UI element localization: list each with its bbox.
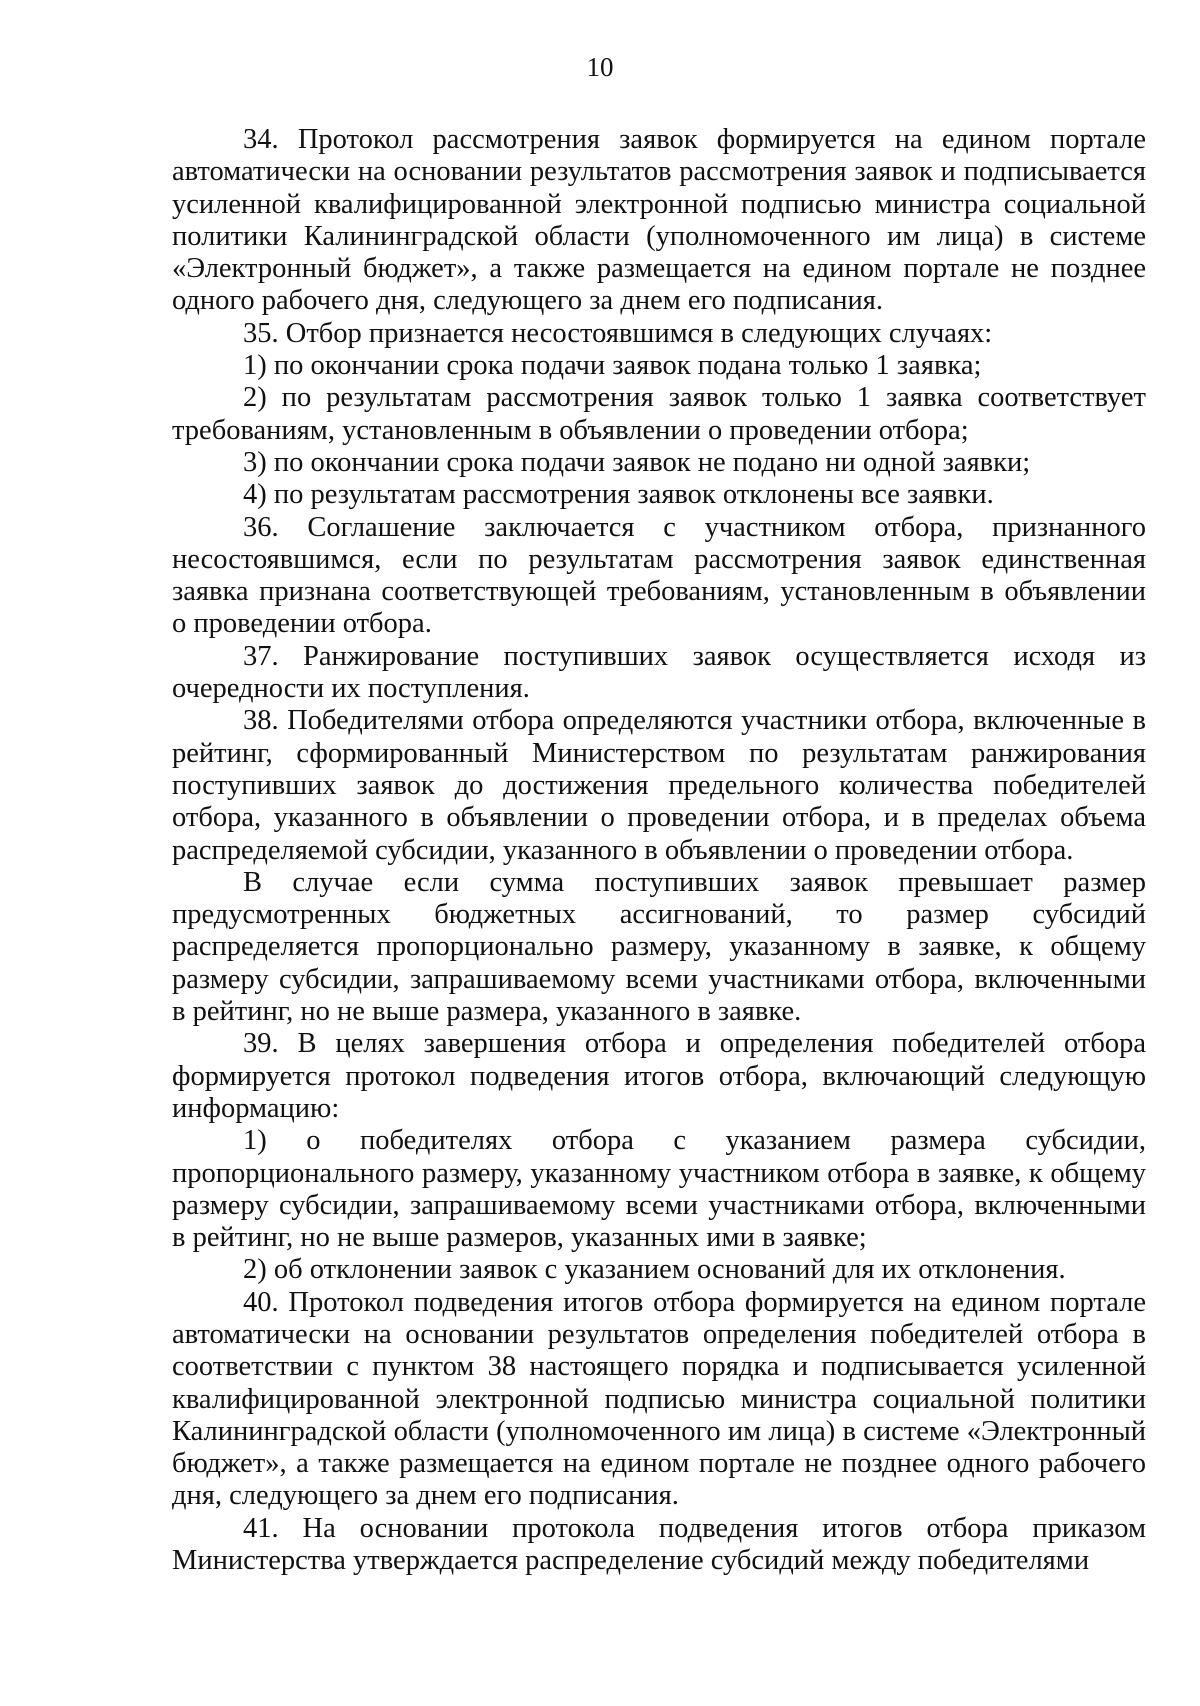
document-body — [172, 124, 1146, 1577]
paragraph-41: 41. На основании протокола подведения итогов отбора приказом Министерства утверждается распределение субсидий между победителями — [172, 1512, 1146, 1577]
paragraph-36: 36. Соглашение заключается с участником отбора, признанного несостоявшимся, если по результатам рассмотрения заявок единственная заявка признана соответствующей требованиям, установленным в объявлении о проведении отбора. — [172, 511, 1146, 640]
list-item-39-2: 2) об отклонении заявок с указанием оснований для их отклонения. — [243, 1254, 1066, 1286]
paragraph-38-continued: В случае если сумма поступивших заявок превышает размер предусмотренных бюджетных ассигнований, то размер субсидий распределяется пропорционально размеру, указанному в заявке, к общему размеру субсидии, запрашиваемому всеми участниками отбора, включенными в рейтинг, но не выше размера, указанного в заявке. — [172, 866, 1146, 1028]
list-item-39-1: 1) о победителях отбора с указанием размера субсидии, пропорционального размеру, указанному участником отбора в заявке, к общему размеру субсидии, запрашиваемому всеми участниками отбора, включенными в рейтинг, но не выше размеров, указанных ими в заявке; — [172, 1125, 1146, 1254]
list-item-35-1: 1) по окончании срока подачи заявок подана только 1 заявка; — [243, 350, 982, 382]
paragraph-34: 34. Протокол рассмотрения заявок формируется на едином портале автоматически на основании результатов рассмотрения заявок и подписывается усиленной квалифицированной электронной подписью министра социальной политики Калининградской области (уполномоченного им лица) в системе «Электронный бюджет», а также размещается на едином портале не позднее одного рабочего дня, следующего за днем его подписания. — [172, 124, 1146, 317]
list-item-35-3: 3) по окончании срока подачи заявок не подано ни одной заявки; — [243, 446, 1031, 478]
paragraph-38: 38. Победителями отбора определяются участники отбора, включенные в рейтинг, сформированный Министерством по результатам ранжирования поступивших заявок до достижения предельного количества победителей отбора, указанного в объявлении о проведении отбора, и в пределах объема распределяемой субсидии, указанного в объявлении о проведении отбора. — [172, 705, 1146, 866]
list-item-35-4: 4) по результатам рассмотрения заявок отклонены все заявки. — [243, 479, 994, 511]
paragraph-35: 35. Отбор признается несостоявшимся в следующих случаях: — [243, 317, 993, 349]
list-item-35-2: 2) по результатам рассмотрения заявок только 1 заявка соответствует требованиям, установленным в объявлении о проведении отбора; — [172, 382, 1146, 446]
paragraph-39: 39. В целях завершения отбора и определения победителей отбора формируется протокол подведения итогов отбора, включающий следующую информацию: — [172, 1028, 1146, 1124]
page-number: 10 — [586, 52, 614, 82]
paragraph-37: 37. Ранжирование поступивших заявок осуществляется исходя из очередности их поступления. — [172, 640, 1146, 705]
paragraph-40: 40. Протокол подведения итогов отбора формируется на едином портале автоматически на основании результатов определения победителей отбора в соответствии с пунктом 38 настоящего порядка и подписывается усиленной квалифицированной электронной подписью министра социальной политики Калининградской области (уполномоченного им лица) в системе «Электронный бюджет», а также размещается на едином портале не позднее одного рабочего дня, следующего за днем его подписания. — [172, 1286, 1146, 1512]
